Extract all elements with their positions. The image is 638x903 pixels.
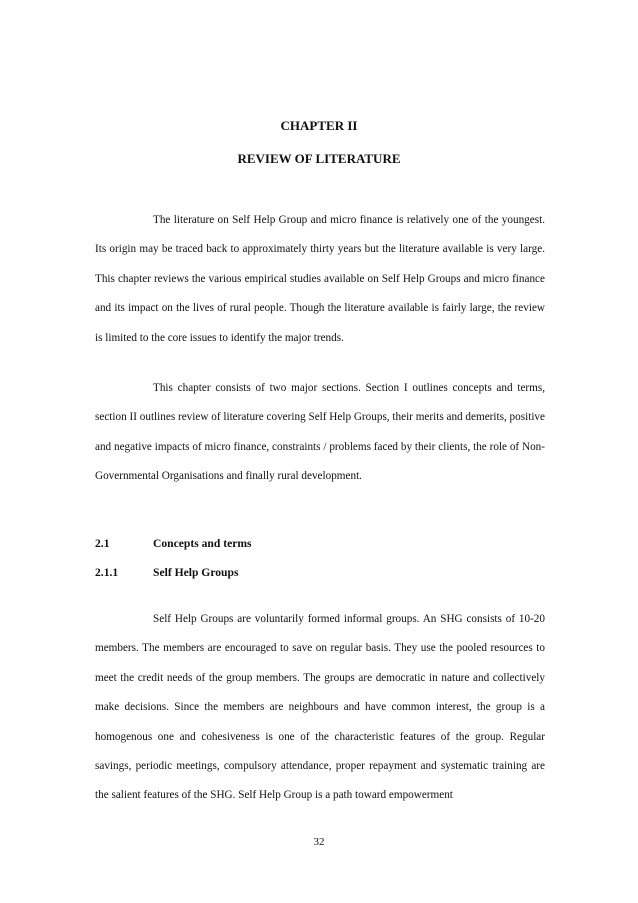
paragraph-intro-text: The literature on Self Help Group and micro finance is relatively one of the youngest. Its origin may be traced back to approximately thirty years but the literature available is very large. This chapter reviews the various empirical studies available on Self Help Groups and micro finance and its impact on the lives of rural people. Though the literature available is fairly large, the review is limited to the core issues to identify the major trends. (95, 214, 545, 344)
chapter-label: CHAPTER II (280, 118, 358, 133)
page-number: 32 (313, 836, 325, 848)
paragraph-shg (95, 605, 545, 811)
paragraph-sections (95, 374, 545, 492)
paragraph-shg-text: Self Help Groups are voluntarily formed informal groups. An SHG consists of 10-20 members. The members are encouraged to save on regular basis. They use the pooled resources to meet the credit needs of the group members. The groups are democratic in nature and collectively make decisions. Since the members are neighbours and have common interest, the group is a homogenous one and cohesiveness is one of the characteristic features of the group. Regular savings, periodic meetings, compulsory attendance, proper repayment and systematic training are the salient features of the SHG. Self Help Group is a path toward empowerment (95, 613, 545, 802)
subsection-number: 2.1.1 (95, 566, 119, 579)
section-heading-shg (95, 566, 238, 579)
subsection-title: Self Help Groups (153, 566, 239, 579)
section-title: Concepts and terms (153, 537, 252, 550)
paragraph-intro (95, 206, 545, 353)
paragraph-sections-text: This chapter consists of two major sections. Section I outlines concepts and terms, section II outlines review of literature covering Self Help Groups, their merits and demerits, positive and negative impacts of micro finance, constraints / problems faced by their clients, the role of Non-Governmental Organisations and finally rural development. (95, 382, 545, 483)
chapter-title: REVIEW OF LITERATURE (237, 151, 401, 166)
section-number: 2.1 (95, 537, 110, 550)
section-heading-concepts (95, 537, 252, 550)
